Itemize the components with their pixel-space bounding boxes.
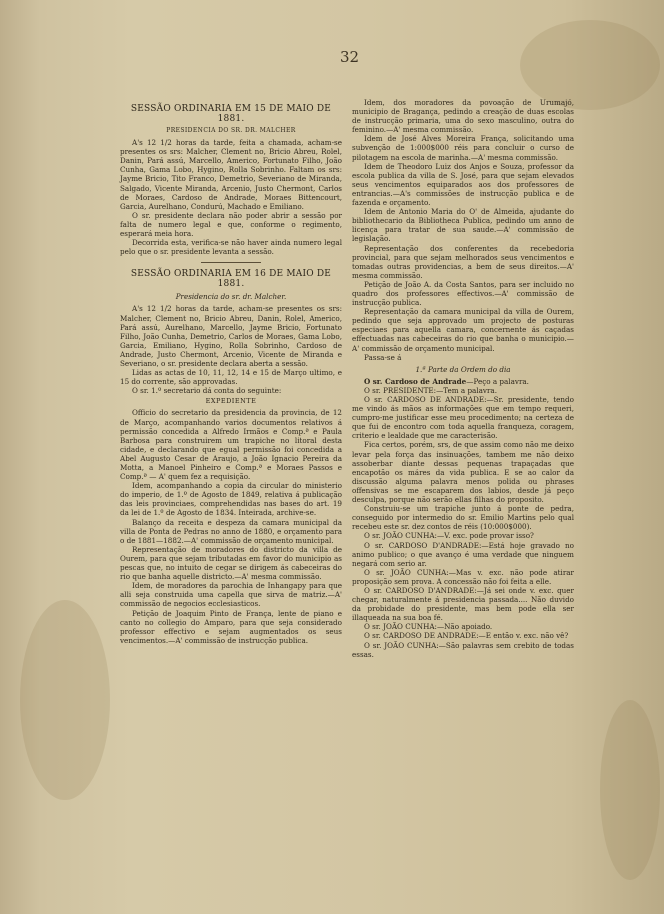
paragraph: O sr. 1.º secretario dá conta do seguinte: [132, 386, 282, 396]
paragraph: A's 12 1/2 horas da tarde, acham-se presentes os srs: Malcher, Clement no, Bricio Abreu, Danin, Rolel, Americo, Pará assú, Aurelhano, Marcello, Jayme Bricio, Fortunato Filho, João Cunha, Demetrio, Carlos de Moraes, Gama Lobo, Garcia, Emiliano, Hygino, Rolla Sobrinho, Cardoso de Andrade, Justo Chermont, Arcenio, Vicente de Miranda e Severiano, o sr. presidente declara aberta a sessão. [120, 304, 342, 368]
paragraph: Balanço da receita e despeza da camara municipal da villa de Ponta de Pedras no anno de 1880, e orçamento para o de 1881—1882.—A' commissão de orçamento municipal. [120, 517, 342, 545]
page-number: 32 [340, 48, 360, 66]
speech-paragraph: O sr. CARDOSO DE ANDRADE:—Sr. presidente, tendo me vindo ás mãos as informações que em tempo requeri, cumpro-me justificar esse meu procedimento; na certeza de que fui de encontro com toda aquella franqueza, coragem, criterio e lealdade que me caracterisão. [352, 395, 574, 441]
session-title: SESSÃO ORDINARIA EM 16 DE MAIO DE 1881. [130, 269, 332, 290]
speech-paragraph: O sr. CARDOSO D'ANDRADE:—Já sei onde v. exc. quer chegar, naturalmente á presidencia passada.... Não duvido da probidade do presidente, mas bem pode ella ser illaqueada na sua boa fé. [352, 585, 574, 623]
paragraph: Representação dos conferentes da recebedoria provincial, para que sejam melhorados seus vencimentos e tomadas outras providencias, a bem de seus direitos.—A' mesma commissão. [352, 243, 574, 280]
speech-paragraph: O sr. JOÃO CUNHA:—V. exc. pode provar isso? [364, 531, 534, 541]
paragraph: Decorrida esta, verifica-se não haver ainda numero legal pelo que o sr. presidente levanta a sessão. [120, 238, 342, 257]
paragraph: Idem, de moradores da parochia de Inhangapy para que alli seja construida uma capella que sirva de matriz.—A' commissão de negocios ecclesiasticos. [120, 581, 342, 609]
presidency-line: Presidencia do sr. dr. Malcher. [175, 292, 287, 302]
order-of-day-heading: 1.ª Parte da Ordem do dia [415, 364, 511, 374]
paragraph: Representação de moradores do districto da villa de Ourem, para que sejam tributadas em favor do municipio as pescas que, no intuito de cegar se dirigem ás cabeceiras do rio que banha aquelle districto.—A' mesma commissão. [120, 544, 342, 582]
divider [201, 262, 261, 263]
speech-paragraph [352, 377, 574, 386]
paragraph: Passa-se á [364, 352, 402, 362]
paragraph: Idem, dos moradores da povoação de Urumajó, municipio de Bragança, pedindo a creação de duas escolas de instrucção primaria, uma do sexo masculino, outra do feminino.—A' mesma commissão. [352, 98, 574, 135]
speech-text: —Peço a palavra. [466, 376, 529, 386]
speech-paragraph: O sr. CARDOSO D'ANDRADE:—Está hoje gravado no animo publico; o que avanço é uma verdade que ninguem negará com serio ar. [352, 540, 574, 568]
right-column [352, 98, 574, 659]
paragraph: Petição de João A. da Costa Santos, para ser incluido no quadro dos professores effectivos.—A' commissão de instrucção publica. [352, 279, 574, 308]
paragraph: Officio do secretario da presidencia da provincia, de 12 de Março, acompanhando varios documentos relativos á permissão concedida a Alfredo Irmãos e Comp.ª e Paula Barbosa para construirem um trapiche no litoral desta cidade, e declarando que egual permissão foi concedida a Abel Augusto Cesar de Araujo, a João Ignacio Pereira da Motta, a Manoel Pinheiro e Comp.ª e Moraes Passos e Comp.ª — A' quem fez a requisição. [120, 408, 342, 482]
paper-stain [20, 600, 110, 800]
paragraph: Idem de José Alves Moreira França, solicitando uma subvenção de 1:000$000 réis para concluir o curso de pilotagem na escola de marinha.—A' mesma commissão. [352, 134, 574, 162]
speech-paragraph: O sr. PRESIDENTE:—Tem a palavra. [364, 385, 497, 395]
paragraph: Lidas as actas de 10, 11, 12, 14 e 15 de Março ultimo, e 15 do corrente, são approvadas. [120, 368, 342, 387]
speech-paragraph: Construiu-se um trapiche junto á ponte de pedra, conseguido por intermedio do sr. Emilio Martins pelo qual recebeu este sr. dez contos de réis (10:000$000). [352, 504, 574, 532]
speech-paragraph: O sr. CARDOSO DE ANDRADE:—E então v. exc. não vê? [364, 631, 569, 641]
presidency-line: PRESIDENCIA DO SR. DR. MALCHER [166, 127, 296, 134]
session-title: SESSÃO ORDINARIA EM 15 DE MAIO DE 1881. [130, 104, 332, 124]
paper-stain [600, 700, 660, 880]
paragraph: A's 12 1/2 horas da tarde, feita a chamada, acham-se presentes os srs: Malcher, Clement no, Bricio Abreu, Rolel, Danin, Pará assú, Marcello, Americo, Fortunato Filho, João Cunha, Gama Lobo, Hygino, Rolla Sobrinho. Faltam os srs: Jayme Bricio, Tito Franco, Demetrio, Severiano de Miranda, Salgado, Vicente Miranda, Arcenio, Justo Chermont, Carlos de Moraes, Cardoso de Andrade, Moraes Bittencourt, Garcia, Aurelhano, Condurú, Machado e Emiliano. [120, 138, 342, 211]
speech-paragraph: O sr. JOÃO CUNHA:—Mas v. exc. não pode atirar proposição sem prova. A concessão não foi feita a elle. [352, 567, 574, 586]
paragraph: Idem de Antonio Maria do O' de Almeida, ajudante do bibliothecario da Bibliotheca Publica, pedindo um anno de licença para tratar de sua saude.—A' commissão de legislação. [352, 207, 574, 244]
speech-paragraph: O sr. JOÃO CUNHA:—São palavras sem crebito de todas essas. [352, 640, 574, 659]
paper-stain [520, 20, 660, 110]
speech-paragraph: Fica certos, porém, srs, de que assim como não me deixo levar pela força das insinuações, tambem me não deixo assoberbar diante dessas pequenas trapaçadas que encapotão os máres da vida publica. E se ao calor da discussão alguma palavra menos polida ou phrases offensivas se me escaparem dos labios, desde já peço desculpa, porque não serão ellas filhas do proposito. [352, 440, 574, 505]
speaker-name: O sr. Cardoso de Andrade [364, 376, 467, 386]
paragraph: Idem de Theodoro Luiz dos Anjos e Souza, professor da escola publica da villa de S. José, para que sejam elevados seus vencimentos equiparados aos dos professores de entrancias.—A's commissões de instrucção publica e de fazenda e orçamento. [352, 161, 574, 208]
paragraph: Petição de Joaquim Pinto de França, lente de piano e canto no collegio do Amparo, para que seja considerado professor effectivo e sejam augmentados os seus vencimentos.—A' commissão de instrucção publica. [120, 608, 342, 645]
paragraph: O sr. presidente declara não poder abrir a sessão por falta de numero legal e que, conforme o regimento, esperará meia hora. [120, 210, 342, 239]
speech-paragraph: O sr. JOÃO CUNHA:—Não apoiado. [364, 622, 493, 632]
paragraph: Idem, acompanhando a copia da circular do ministerio do imperio, de 1.º de Agosto de 1849, relativa á publicação das leis provinciaes, comprehendidas nas bases do art. 19 da lei de 1.º de Agosto de 1834. Inteirada, archive-se. [120, 481, 342, 518]
left-column [120, 98, 342, 645]
section-heading: EXPEDIENTE [205, 397, 257, 406]
paragraph: Representação da camara municipal da villa de Ourem, pedindo que seja approvado um projecto de posturas especiaes para aquella camara, concernente ás caçadas effectuadas nas cabeceiras do rio que banha o municipio.—A' commissão de orçamento municipal. [352, 307, 574, 353]
